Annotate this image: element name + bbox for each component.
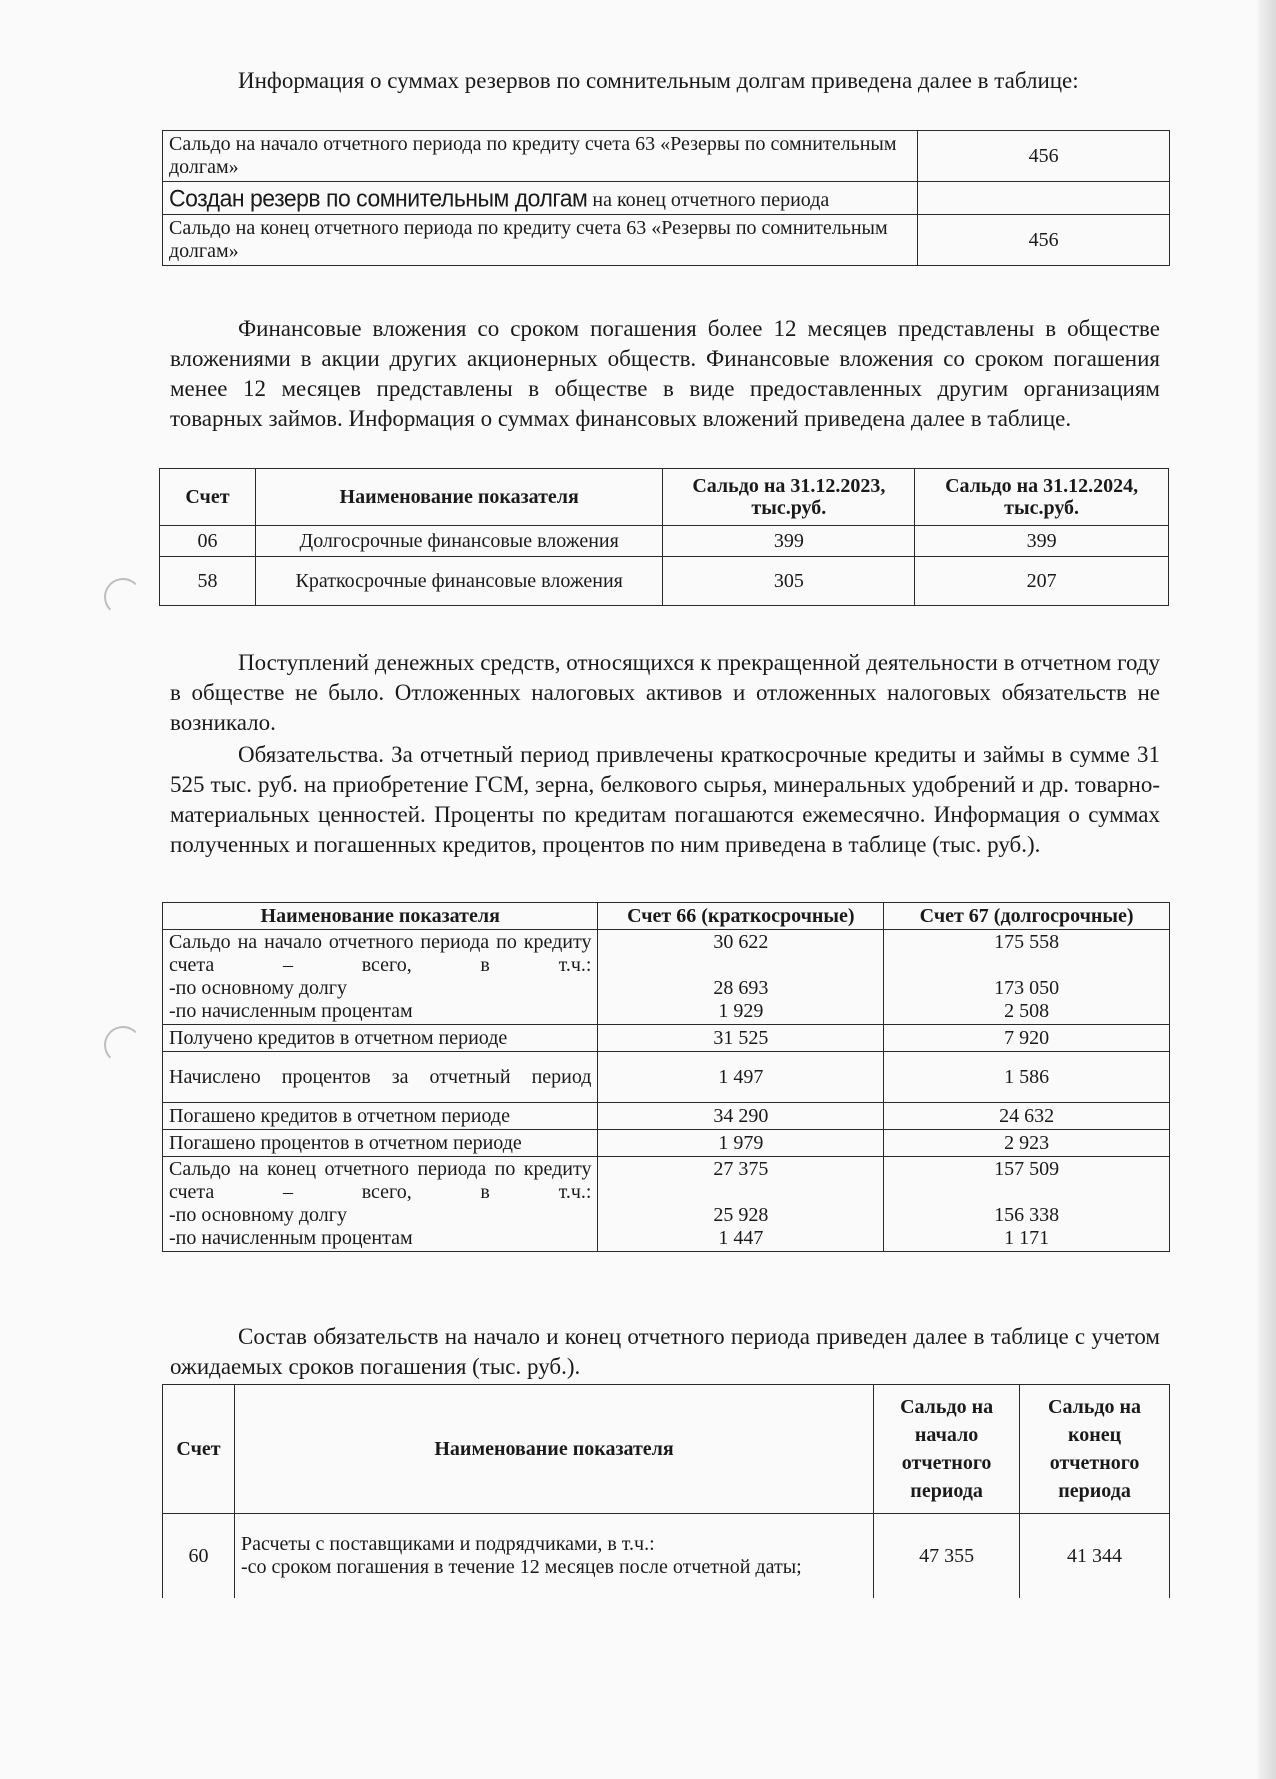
col-header-account: Счет [163, 1385, 235, 1514]
cell-balance-start: 47 355 [874, 1514, 1020, 1599]
paragraph-discontinued: Поступлений денежных средств, относящихся к прекращенной деятельности в отчетном году в обществе не было. Отложенных налоговых активов и отложенных налоговых обязательств не возникало. [170, 650, 1160, 735]
table-row [163, 182, 1170, 215]
accrued-66: 1 497 [598, 1052, 884, 1103]
repaid-67: 24 632 [884, 1103, 1170, 1130]
cell-balance-2023: 399 [663, 526, 915, 557]
binder-hole-mark [104, 1026, 142, 1064]
opening-interest-66: 1 929 [718, 1000, 764, 1022]
table-row [160, 526, 1169, 557]
opening-label: Сальдо на начало отчетного периода по кредиту счета – всего, в т.ч.: [169, 931, 592, 976]
table-row [163, 930, 1170, 1025]
page-edge-shadow [1258, 0, 1276, 1779]
reserves-closing-label: Сальдо на конец отчетного периода по кредиту счета 63 «Резервы по сомнительным долгам» [163, 215, 918, 266]
received-67: 7 920 [884, 1025, 1170, 1052]
closing-interest-67: 1 171 [1004, 1227, 1050, 1249]
closing-interest-66: 1 447 [718, 1227, 764, 1249]
accrued-label: Начислено процентов за отчетный период [163, 1052, 598, 1103]
col-header-balance-2024: Сальдо на 31.12.2024, тыс.руб. [915, 469, 1169, 526]
cell-balance-end: 41 344 [1020, 1514, 1170, 1599]
paragraph-liabilities-credits: Обязательства. За отчетный период привлечены краткосрочные кредиты и займы в сумме 31 525 тыс. руб. на приобретение ГСМ, зерна, белкового сырья, минеральных удобрений и др. товарно-материальных ценностей. Проценты по кредитам погашаются ежемесячно. Информация о суммах полученных и погашенных кредитов, процентов по ним приведена в таблице (тыс. руб.). [170, 742, 1160, 857]
opening-interest-67: 2 508 [1004, 1000, 1050, 1022]
table-row [163, 1130, 1170, 1157]
table-header-row [163, 903, 1170, 930]
cell-balance-2023: 305 [663, 557, 915, 606]
interest-paid-label: Погашено процентов в отчетном периоде [163, 1130, 598, 1157]
opening-principal-label: -по основному долгу [169, 977, 347, 999]
table-header-row [160, 469, 1169, 526]
table-row [163, 1157, 1170, 1252]
cell-balance-2024: 399 [915, 526, 1169, 557]
investments-table [159, 468, 1169, 606]
closing-principal-label: -по основному долгу [169, 1204, 347, 1226]
table-row [160, 557, 1169, 606]
col-header-balance-end: Сальдо на конец отчетного периода [1020, 1385, 1170, 1514]
cell-indicator-line2: -со сроком погашения в течение 12 месяцев после отчетной даты; [240, 1556, 802, 1578]
col-header-indicator: Наименование показателя [234, 1385, 873, 1514]
paragraph-liabilities-composition: Состав обязательств на начало и конец отчетного периода приведен далее в таблице с учетом ожидаемых сроков погашения (тыс. руб.). [170, 1324, 1160, 1379]
paragraph-reserves-intro: Информация о суммах резервов по сомнительным долгам приведена далее в таблице: [238, 68, 1079, 93]
opening-principal-67: 173 050 [994, 977, 1060, 999]
reserves-opening-label: Сальдо на начало отчетного периода по кредиту счета 63 «Резервы по сомнительным долгам» [163, 131, 918, 182]
accrued-67: 1 586 [884, 1052, 1170, 1103]
table-row [163, 1514, 1170, 1599]
table-row [163, 131, 1170, 182]
col-header-indicator: Наименование показателя [255, 469, 663, 526]
col-header-indicator: Наименование показателя [163, 903, 598, 930]
opening-total-66: 30 622 [713, 931, 769, 953]
col-header-balance-start: Сальдо на начало отчетного периода [874, 1385, 1020, 1514]
interest-paid-67: 2 923 [884, 1130, 1170, 1157]
cell-account: 58 [160, 557, 256, 606]
received-66: 31 525 [598, 1025, 884, 1052]
table-row [163, 1025, 1170, 1052]
table-row [163, 215, 1170, 266]
reserves-created-label: Создан резерв по сомнительным долгам на конец отчетного периода [163, 182, 918, 215]
table-header-row [163, 1385, 1170, 1514]
col-header-balance-2023: Сальдо на 31.12.2023, тыс.руб. [663, 469, 915, 526]
closing-total-67: 157 509 [994, 1158, 1060, 1180]
reserves-table [162, 130, 1170, 266]
cell-indicator: Долгосрочные финансовые вложения [255, 526, 663, 557]
paragraph-investments: Финансовые вложения со сроком погашения более 12 месяцев представлены в обществе вложениями в акции других акционерных обществ. Финансовые вложения со сроком погашения менее 12 месяцев представлены в обществе в виде предоставленных другим организациям товарных займов. Информация о суммах финансовых вложений приведена далее в таблице. [170, 316, 1160, 431]
opening-principal-66: 28 693 [713, 977, 769, 999]
interest-paid-66: 1 979 [598, 1130, 884, 1157]
closing-interest-label: -по начисленным процентам [169, 1227, 413, 1249]
reserves-closing-value: 456 [918, 215, 1170, 266]
credits-table [162, 902, 1170, 1252]
col-header-account: Счет [160, 469, 256, 526]
col-header-account-67: Счет 67 (долгосрочные) [884, 903, 1170, 930]
table-row [163, 1052, 1170, 1103]
col-header-account-66: Счет 66 (краткосрочные) [598, 903, 884, 930]
reserves-created-value [918, 182, 1170, 215]
cell-balance-2024: 207 [915, 557, 1169, 606]
repaid-label: Погашено кредитов в отчетном периоде [163, 1103, 598, 1130]
opening-total-67: 175 558 [994, 931, 1060, 953]
closing-principal-66: 25 928 [713, 1204, 769, 1226]
liabilities-table [162, 1384, 1170, 1598]
cell-indicator-line1: Расчеты с поставщиками и подрядчиками, в т.ч.: [240, 1533, 655, 1555]
closing-total-66: 27 375 [713, 1158, 769, 1180]
repaid-66: 34 290 [598, 1103, 884, 1130]
cell-account: 60 [163, 1514, 235, 1599]
cell-account: 06 [160, 526, 256, 557]
reserves-opening-value: 456 [918, 131, 1170, 182]
closing-label: Сальдо на конец отчетного периода по кредиту счета – всего, в т.ч.: [169, 1158, 592, 1203]
table-row [163, 1103, 1170, 1130]
closing-principal-67: 156 338 [994, 1204, 1060, 1226]
binder-hole-mark [104, 578, 142, 616]
opening-interest-label: -по начисленным процентам [169, 1000, 413, 1022]
cell-indicator: Краткосрочные финансовые вложения [255, 557, 663, 606]
received-label: Получено кредитов в отчетном периоде [163, 1025, 598, 1052]
